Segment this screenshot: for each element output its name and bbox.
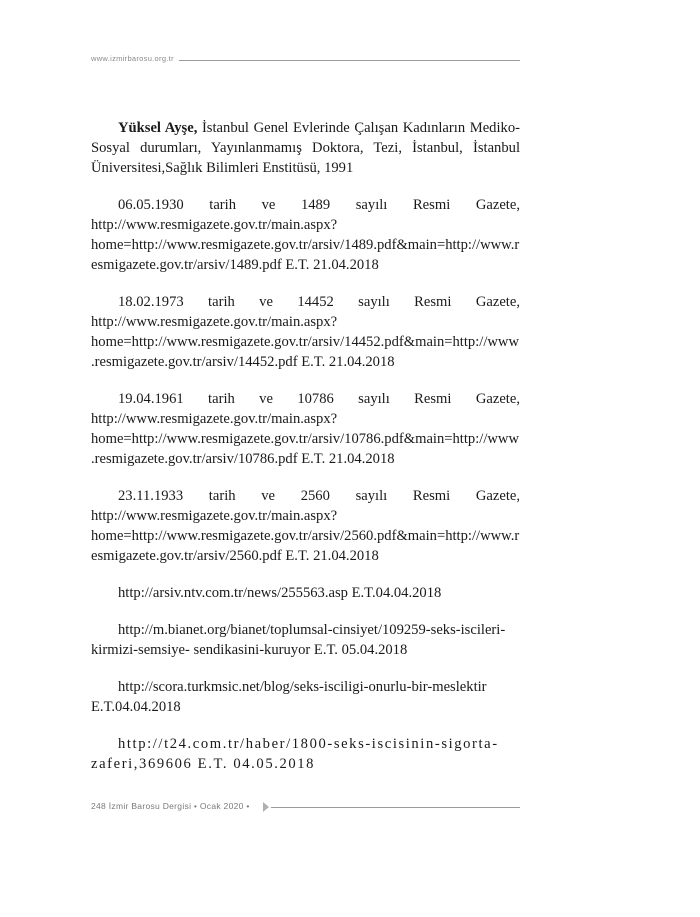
reference-entry: 06.05.1930 tarih ve 1489 sayılı Resmi Gazete, http://www.resmigazete.gov.tr/main.aspx?home=http://www.resmigazete.gov.tr/arsiv/1489.pdf&main=http://www.resmigazete.gov.tr/arsiv/1489.pdf E.T. 21.04.2018 [91,197,520,273]
footer-rule [271,807,520,808]
footer-arrow-icon [263,802,269,812]
reference-entry: http://t24.com.tr/haber/1800-seks-iscisinin-sigorta-zaferi,369606 E.T. 04.05.2018 [91,736,499,772]
references-list [91,118,520,791]
reference-text: İstanbul Genel Evlerinde Çalışan Kadınların Mediko-Sosyal durumları, Yayınlanmamış Doktora, Tezi, İstanbul, İstanbul Üniversitesi,Sağlık Bilimleri Enstitüsü, 1991 [91,120,520,176]
reference-entry: 23.11.1933 tarih ve 2560 sayılı Resmi Gazete, http://www.resmigazete.gov.tr/main.aspx?home=http://www.resmigazete.gov.tr/arsiv/2560.pdf&main=http://www.resmigazete.gov.tr/arsiv/2560.pdf E.T. 21.04.2018 [91,488,520,564]
header-rule [179,60,520,61]
reference-entry: http://scora.turkmsic.net/blog/seks-isciligi-onurlu-bir-meslektir E.T.04.04.2018 [91,679,487,715]
reference-entry: http://arsiv.ntv.com.tr/news/255563.asp E.T.04.04.2018 [118,585,442,601]
footer-text: 248 İzmir Barosu Dergisi • Ocak 2020 • [91,801,250,811]
header-url: www.izmirbarosu.org.tr [91,54,174,63]
reference-entry: 18.02.1973 tarih ve 14452 sayılı Resmi Gazete, http://www.resmigazete.gov.tr/main.aspx?home=http://www.resmigazete.gov.tr/arsiv/14452.pdf&main=http://www.resmigazete.gov.tr/arsiv/14452.pdf E.T. 21.04.2018 [91,294,520,370]
page-footer [91,801,520,815]
reference-entry: 19.04.1961 tarih ve 10786 sayılı Resmi Gazete, http://www.resmigazete.gov.tr/main.aspx?home=http://www.resmigazete.gov.tr/arsiv/10786.pdf&main=http://www.resmigazete.gov.tr/arsiv/10786.pdf E.T. 21.04.2018 [91,391,520,467]
reference-entry [91,118,520,178]
reference-author: Yüksel Ayşe, [118,120,198,136]
reference-entry: http://m.bianet.org/bianet/toplumsal-cinsiyet/109259-seks-iscileri-kirmizi-semsiye- sendikasini-kuruyor E.T. 05.04.2018 [91,622,506,658]
page-header [91,54,520,66]
